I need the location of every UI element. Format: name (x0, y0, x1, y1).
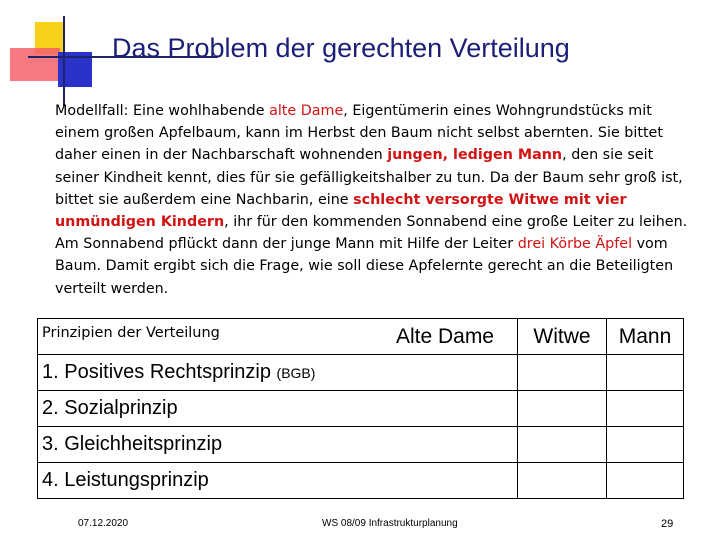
highlight-alte-dame: alte Dame (269, 103, 344, 119)
column-header-alte-dame: Alte Dame (395, 324, 494, 348)
footer-course: WS 08/09 Infrastrukturplanung (322, 518, 458, 529)
principles-header: Prinzipien der Verteilung (42, 324, 220, 341)
text-segment: Modellfall: Eine wohlhabende (55, 103, 270, 119)
table-header-cell (38, 319, 518, 355)
highlight-witwe: schlecht versorgte Witwe mit vier unmündigen Kindern (55, 191, 627, 231)
highlight-junger-mann: jungen, ledigen Mann (387, 147, 563, 164)
cell-mann (607, 463, 684, 499)
text-segment: , ihr für den kommenden Sonnabend eine große Leiter zu leihen. Am Sonnabend pflückt dann der junge Mann mit Hilfe der Leiter (55, 214, 688, 253)
table-row (38, 427, 684, 463)
slide-title: Das Problem der gerechten Verteilung (112, 33, 570, 63)
cell-witwe (518, 463, 607, 499)
principle-label: 4. Leistungsprinzip (38, 463, 518, 499)
table-row (38, 463, 684, 499)
cell-mann (607, 355, 684, 391)
table-row (38, 391, 684, 427)
principle-note: (BGB) (276, 365, 316, 381)
principle-label: 1. Positives Rechtsprinzip (BGB) (38, 355, 518, 391)
principle-label: 2. Sozialprinzip (38, 391, 518, 427)
table-row (38, 355, 684, 391)
column-header-mann: Mann (607, 319, 684, 355)
text-segment: , den sie seit seiner Kindheit kennt, dies für sie gefälligkeitshalber zu tun. Da der Baum sehr groß ist, bittet sie außerdem eine Nachbarin, eine (55, 147, 683, 208)
highlight-drei-koerbe: drei Körbe Äpfel (517, 236, 633, 253)
footer-date: 07.12.2020 (78, 518, 129, 529)
decor-vertical-line (63, 16, 65, 106)
table-header-row (38, 319, 684, 355)
case-description (55, 100, 695, 300)
cell-witwe (518, 427, 607, 463)
cell-witwe (518, 391, 607, 427)
page-number: 29 (661, 518, 674, 530)
cell-witwe (518, 355, 607, 391)
column-header-witwe: Witwe (518, 319, 607, 355)
text-segment: , Eigentümerin eines Wohngrundstücks mit einem großen Apfelbaum, kann im Herbst den Baum nicht selbst abernten. Sie bittet daher einen in der Nachbarschaft wohnenden (55, 103, 663, 164)
decor-red-square (10, 48, 60, 81)
cell-mann (607, 391, 684, 427)
text-segment: vom Baum. Damit ergibt sich die Frage, wie soll diese Apfelernte gerecht an die Beteiligten verteilt werden. (55, 236, 674, 297)
distribution-table (37, 318, 684, 499)
principle-label: 3. Gleichheitsprinzip (38, 427, 518, 463)
cell-mann (607, 427, 684, 463)
